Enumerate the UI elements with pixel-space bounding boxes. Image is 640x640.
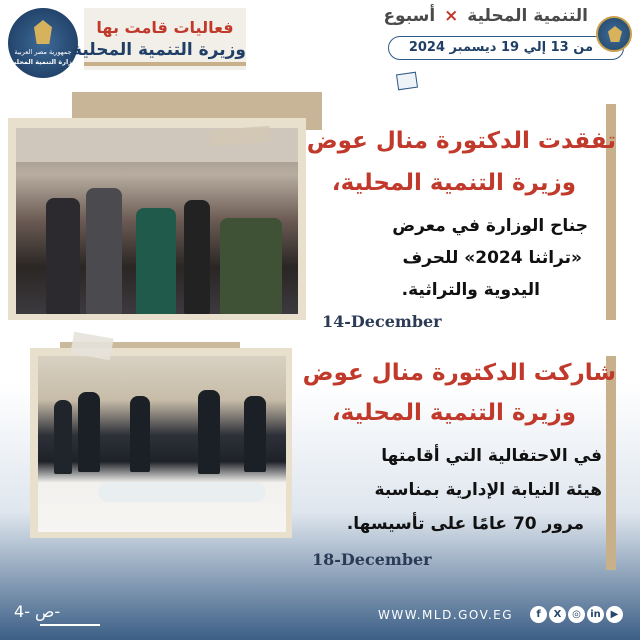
decorative-bar	[84, 62, 246, 66]
ministry-logo	[8, 8, 78, 78]
week-title-part2: أسبوع	[383, 6, 436, 26]
instagram-icon[interactable]: ◎	[568, 606, 585, 623]
person-figure	[198, 390, 220, 474]
logo-caption-ministry: وزارة التنمية المحلية	[9, 58, 76, 66]
week-title-part1: التنمية المحلية	[467, 6, 588, 26]
ministry-emblem-icon	[596, 16, 632, 52]
item-2-date: 18-December	[312, 550, 432, 569]
person-figure	[184, 200, 210, 314]
item-2-body-line: في الاحتفالية التي أقامتها	[381, 446, 602, 466]
person-figure	[220, 218, 282, 314]
flower-arrangement	[98, 482, 266, 502]
week-header	[378, 4, 628, 70]
person-figure	[86, 188, 122, 314]
page-number: ص -4-	[14, 602, 61, 621]
item-1-body-line: «تراثنا 2024» للحرف	[402, 248, 582, 268]
date-range-pill	[388, 36, 624, 60]
person-figure	[136, 208, 176, 314]
facebook-icon[interactable]: f	[530, 606, 547, 623]
decorative-side-bar	[606, 356, 616, 570]
celebration-event-photo	[38, 356, 286, 532]
ministry-tagline: فعاليات قامت بها	[96, 18, 234, 37]
person-figure	[78, 392, 100, 472]
youtube-icon[interactable]: ▶	[606, 606, 623, 623]
item-1-heading-line-1: تفقدت الدكتورة منال عوض	[306, 128, 616, 154]
eagle-emblem-icon	[34, 20, 52, 44]
person-figure	[130, 396, 150, 472]
page-number-underline	[40, 624, 100, 626]
item-1-body-line: اليدوية والتراثية.	[401, 280, 540, 300]
x-icon[interactable]: X	[549, 606, 566, 623]
exhibition-visit-photo	[16, 128, 298, 314]
week-title-separator: ×	[444, 6, 459, 26]
item-2-body-line: هيئة النيابة الإدارية بمناسبة	[374, 480, 602, 500]
item-2-body-line: مرور 70 عامًا على تأسيسها.	[346, 514, 584, 534]
person-figure	[244, 396, 266, 472]
person-figure	[46, 198, 80, 314]
website-link[interactable]: WWW.MLD.GOV.EG	[378, 608, 514, 622]
date-range: من 13 إلي 19 ديسمبر 2024	[408, 40, 593, 55]
linkedin-icon[interactable]: in	[587, 606, 604, 623]
ministry-name: وزيرة التنمية المحلية	[72, 40, 246, 60]
person-figure	[54, 400, 72, 474]
document-icon	[396, 72, 418, 91]
week-title	[383, 6, 588, 26]
item-1-date: 14-December	[322, 312, 442, 331]
item-2-heading-line-1: شاركت الدكتورة منال عوض	[302, 360, 616, 386]
logo-caption-country: جمهورية مصر العربية	[14, 48, 72, 56]
item-1-body-line: جناح الوزارة في معرض	[392, 216, 588, 236]
item-1-heading-line-2: وزيرة التنمية المحلية،	[331, 170, 576, 196]
item-2-heading-line-2: وزيرة التنمية المحلية،	[331, 400, 576, 426]
